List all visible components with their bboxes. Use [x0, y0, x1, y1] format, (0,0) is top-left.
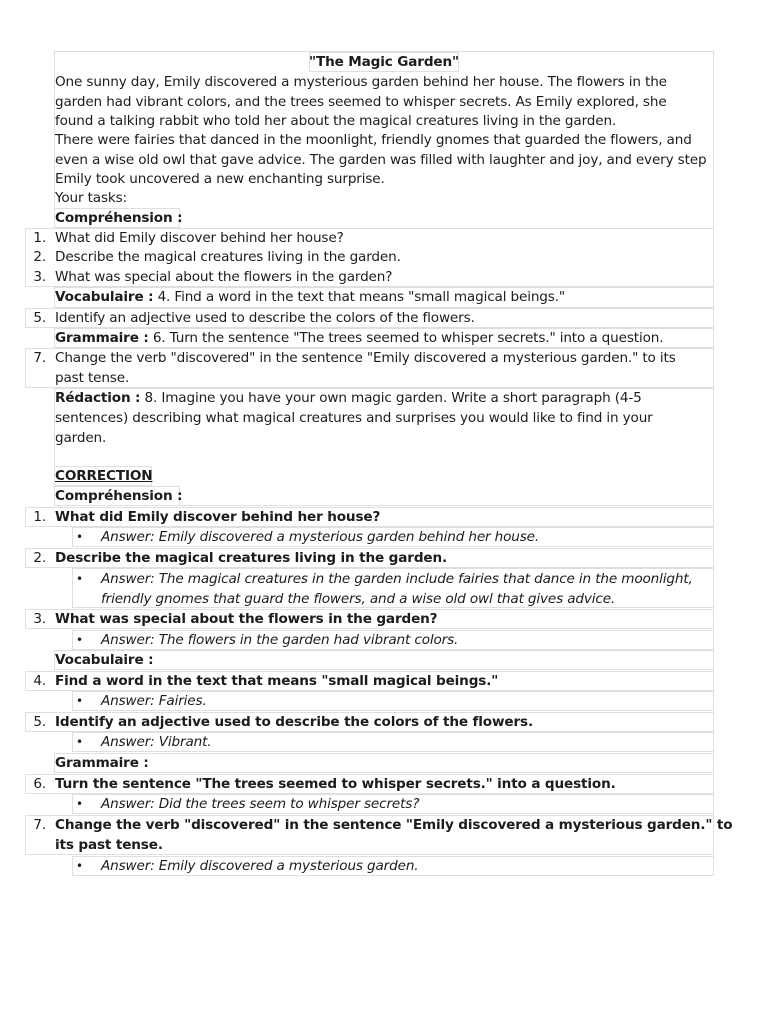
vocabulary-line	[55, 287, 565, 307]
c5-question: Identify an adjective used to describe the colors of the flowers.	[55, 714, 533, 730]
story-line: found a talking rabbit who told her about the magical creatures living in the garden.	[55, 113, 617, 129]
list-number: 7.	[33, 350, 46, 366]
c2-answer-line-1: Answer: The magical creatures in the garden include fairies that dance in the moonlight,	[101, 571, 693, 587]
bullet-icon: •	[76, 572, 83, 586]
c3-answer: Answer: The flowers in the garden had vibrant colors.	[101, 632, 459, 648]
list-number: 4.	[33, 673, 46, 689]
question-6: 6. Turn the sentence "The trees seemed to whisper secrets." into a question.	[152, 330, 664, 346]
question-2: Describe the magical creatures living in the garden.	[55, 249, 401, 265]
writing-line-2: sentences) describing what magical creatures and surprises you would like to find in your	[55, 410, 653, 426]
bullet-icon: •	[76, 530, 83, 544]
question-7-line-2: past tense.	[55, 370, 130, 386]
list-number: 2.	[33, 550, 46, 566]
writing-line-1	[55, 388, 642, 408]
list-number: 1.	[33, 230, 46, 246]
question-1: What did Emily discover behind her house?	[55, 230, 344, 246]
tasks-intro: Your tasks:	[55, 190, 127, 206]
question-8: 8. Imagine you have your own magic garden. Write a short paragraph (4-5	[144, 390, 642, 406]
correction-heading: CORRECTION	[55, 468, 153, 484]
grammar-label: Grammaire :	[55, 330, 149, 346]
c5-answer: Answer: Vibrant.	[101, 734, 212, 750]
question-5: Identify an adjective used to describe the colors of the flowers.	[55, 310, 475, 326]
c4-answer: Answer: Fairies.	[101, 693, 207, 709]
question-7-line-1: Change the verb "discovered" in the sentence "Emily discovered a mysterious garden." to its	[55, 350, 676, 366]
story-line: Emily took uncovered a new enchanting surprise.	[55, 171, 385, 187]
c1-question: What did Emily discover behind her house?	[55, 509, 381, 525]
correction-grammar-frame	[54, 753, 714, 773]
c1-answer: Answer: Emily discovered a mysterious garden behind her house.	[101, 529, 540, 545]
story-line: even a wise old owl that gave advice. The garden was filled with laughter and joy, and every step	[55, 152, 707, 168]
bullet-icon: •	[76, 735, 83, 749]
document-title: "The Magic Garden"	[309, 54, 459, 70]
grammar-line	[55, 328, 663, 348]
question-3: What was special about the flowers in the garden?	[55, 269, 393, 285]
correction-comprehension-label: Compréhension :	[55, 488, 183, 504]
list-number: 6.	[33, 776, 46, 792]
c4-question: Find a word in the text that means "small magical beings."	[55, 673, 499, 689]
story-line: garden had vibrant colors, and the trees seemed to whisper secrets. As Emily explored, she	[55, 94, 667, 110]
list-number: 7.	[33, 817, 46, 833]
list-number: 5.	[33, 714, 46, 730]
c6-answer: Answer: Did the trees seem to whisper secrets?	[101, 796, 420, 812]
comprehension-label: Compréhension :	[55, 210, 183, 226]
correction-vocabulary-label: Vocabulaire :	[55, 652, 154, 668]
question-4: 4. Find a word in the text that means "small magical beings."	[157, 289, 565, 305]
writing-label: Rédaction :	[55, 390, 141, 406]
list-number: 3.	[33, 269, 46, 285]
bullet-icon: •	[76, 633, 83, 647]
list-number: 5.	[33, 310, 46, 326]
list-number: 1.	[33, 509, 46, 525]
story-line: There were fairies that danced in the moonlight, friendly gnomes that guarded the flowers, and	[55, 132, 692, 148]
list-number: 3.	[33, 611, 46, 627]
c2-answer-line-2: friendly gnomes that guard the flowers, and a wise old owl that gives advice.	[101, 591, 616, 607]
c7-question-line-2: its past tense.	[55, 837, 163, 853]
bullet-icon: •	[76, 694, 83, 708]
vocabulary-label: Vocabulaire :	[55, 289, 154, 305]
c3-question: What was special about the flowers in the garden?	[55, 611, 438, 627]
c6-question: Turn the sentence "The trees seemed to whisper secrets." into a question.	[55, 776, 616, 792]
list-number: 2.	[33, 249, 46, 265]
bullet-icon: •	[76, 859, 83, 873]
bullet-icon: •	[76, 797, 83, 811]
writing-line-3: garden.	[55, 430, 107, 446]
story-line: One sunny day, Emily discovered a mysterious garden behind her house. The flowers in the	[55, 74, 667, 90]
c7-answer: Answer: Emily discovered a mysterious garden.	[101, 858, 419, 874]
correction-grammar-label: Grammaire :	[55, 755, 149, 771]
c2-question: Describe the magical creatures living in the garden.	[55, 550, 448, 566]
c7-question-line-1: Change the verb "discovered" in the sentence "Emily discovered a mysterious garden." to	[55, 817, 733, 833]
